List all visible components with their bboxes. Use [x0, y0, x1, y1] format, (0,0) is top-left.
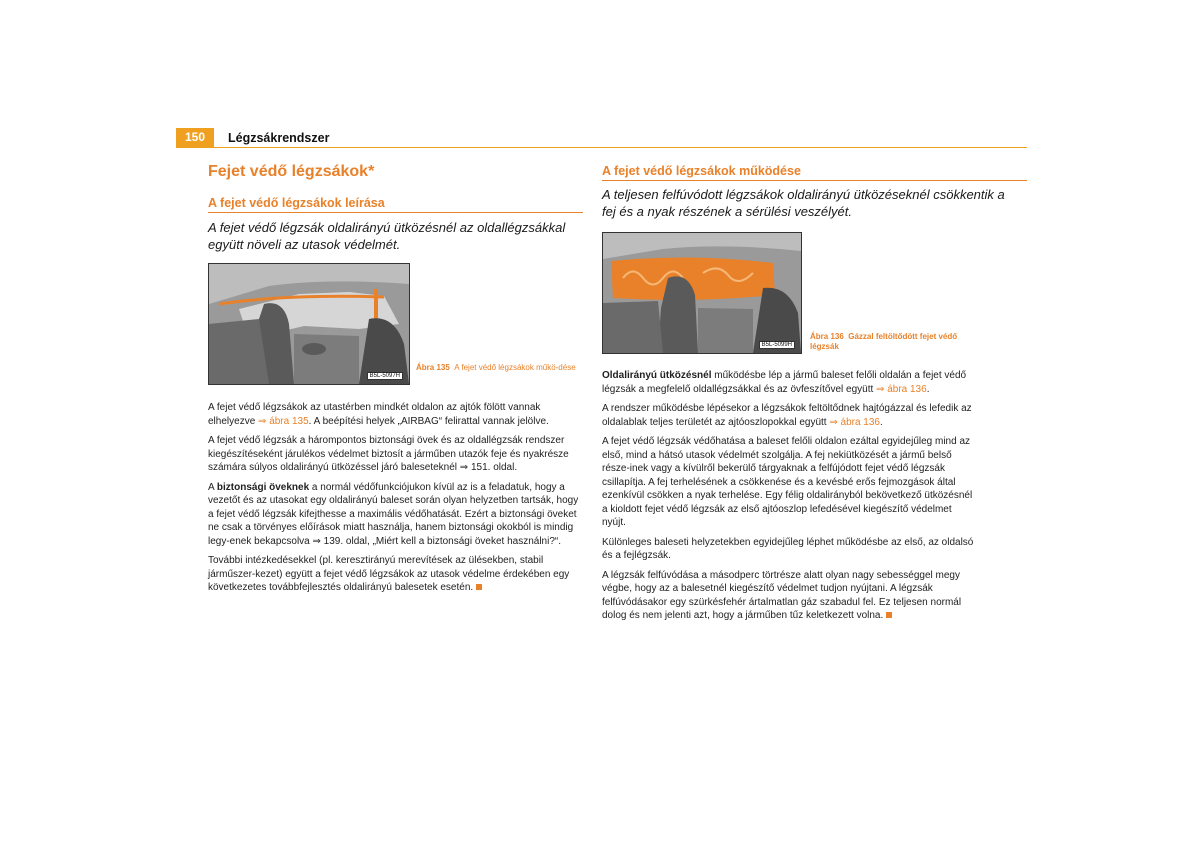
right-paragraph-2 [602, 402, 977, 429]
left-p3-bold: biztonsági öveknek [216, 481, 310, 493]
right-p1-text: működésbe lép a jármű baleset felőli oldalán a fejet védő légzsák a megfelelő oldallégzsákkal és az övfeszítővel együtt [602, 370, 967, 395]
left-paragraph-3 [208, 481, 586, 549]
figure-136-caption-label: Ábra 136 [810, 332, 844, 341]
figure-136-caption [810, 332, 985, 352]
figure-136-link-2[interactable]: ⇒ ábra 136 [829, 416, 880, 428]
figure-136-code: B5L-5099H [759, 341, 795, 349]
header-rule [176, 147, 1027, 148]
figure-135-link[interactable]: ⇒ ábra 135 [258, 415, 309, 427]
right-p2-text-end: . [880, 416, 883, 428]
left-p1-text-end: . A beépítési helyek „AIRBAG“ felirattal vannak jelölve. [308, 415, 549, 427]
end-of-section-marker [476, 584, 482, 590]
left-lead: A fejet védő légzsák oldalirányú ütközésnél az oldallégzsákkal együtt növeli az utasok védelmét. [208, 220, 566, 252]
right-paragraph-4: Különleges baleseti helyzetekben egyidejűleg léphet működésbe az első, az oldalsó és a fejlégzsák. [602, 536, 974, 561]
right-body [602, 369, 977, 629]
figure-135-caption-label: Ábra 135 [416, 363, 450, 372]
left-subtitle-rule [208, 212, 583, 213]
figure-135-caption [416, 363, 584, 373]
left-paragraph-1 [208, 401, 586, 428]
end-of-section-marker [886, 612, 892, 618]
left-p3-text-start: A [208, 481, 217, 493]
right-paragraph-1 [602, 369, 977, 396]
right-p2-text: A rendszer működésbe lépésekor a légzsákok feltöltődnek hajtógázzal és lefedik az oldalablak teljes területét az ajtóoszlopokkal együtt [602, 403, 972, 428]
left-p3-text: a normál védőfunkciójukon kívül az is a feladatuk, hogy a vezetőt és az utasokat egy oldalirányú baleset során olyan helyzetben tartsák, hogy a fejet védő légzsák kifejthesse a maximális védőhatását. Ezért a biztonsági öveket ne csak a törvényes előírások miatt használja, hanem biztonsági okokból is mindig legy-enek bekapcsolva ⇒ 139. oldal, „Miért kell a biztonsági öveket használni?“. [208, 481, 579, 547]
page-number: 150 [176, 128, 214, 147]
right-paragraph-3: A fejet védő légzsák védőhatása a baleset felőli oldalon ezáltal egyidejűleg mind az első, mind a hátsó utasok védelmét szolgálja. A fej nekiütközését a jármű belső része-inek vagy a kívülről bekerülő tárgyaknak a felfújódott fejet védő légzsák csillapítja. A fej terhelésének a csökkenése és a kevésbé erős fejmozgások által ezenkívül csökken a nyak terhelése. Egy félig oldalirányból bekövetkező ütközésnél a kioldott fejet védő légzsák az első ajtóoszlop lefedésével kiegészítő védelmet nyújt. [602, 436, 973, 528]
right-p1-text-end: . [926, 383, 930, 395]
left-body [208, 401, 586, 601]
left-paragraph-2: A fejet védő légzsák a hárompontos biztonsági övek és az oldallégzsák rendszer kiegészítéseként járulékos védelmet biztosít a járműben utazók feje és nyakrésze számára súlyos oldalirányú ütközéssel járó baleseteknél ⇒ 151. oldal. [208, 435, 569, 473]
left-subtitle: A fejet védő légzsákok leírása [208, 196, 385, 210]
left-p4-text: További intézkedésekkel (pl. keresztirányú merevítések az ülésekben, stabil járműszer-kezet) együtt a fejet védő légzsákok az utasok védelme érdekében egy következetes továbbfejlesztés oldalirányú balesetek esetén. [208, 555, 570, 593]
left-paragraph-4 [208, 554, 586, 595]
right-p1-bold: Oldalirányú ütközésnél [602, 370, 712, 381]
left-p1-text: A fejet védő légzsákok az utastérben mindkét oldalon az ajtók fölött vannak elhelyezve [208, 402, 541, 427]
section-title: Légzsákrendszer [228, 131, 330, 145]
figure-135-code: B5L-5097H [367, 372, 403, 380]
right-subtitle-rule [602, 180, 1027, 181]
figure-136 [602, 232, 802, 354]
figure-135-caption-text: A fejet védő légzsákok műkö-dése [454, 363, 576, 372]
right-subtitle: A fejet védő légzsákok működése [602, 164, 801, 178]
right-p5-text: A légzsák felfúvódása a másodperc törtrésze alatt olyan nagy sebességgel megy végbe, hogy az a balesetnél kiegészítő védelmet tudjon nyújtani. A légzsák felfúvódásakor egy szürkésfehér ártalmatlan gáz szabadul fel. Ez teljesen normál dolog és nem jelenti azt, hogy a járműben tűz keletkezett volna. [602, 569, 962, 621]
right-paragraph-5 [602, 569, 977, 623]
figure-136-caption-text: Gázzal feltöltődött fejet védő légzsák [810, 332, 958, 351]
figure-135 [208, 263, 410, 385]
figure-136-link-1[interactable]: ⇒ ábra 136 [876, 383, 927, 395]
car-interior-illustration [209, 264, 409, 384]
inflated-airbag-illustration [603, 233, 801, 353]
page-title: Fejet védő légzsákok* [208, 163, 375, 180]
right-lead: A teljesen felfúvódott légzsákok oldalirányú ütközéseknél csökkentik a fej és a nyak részének a sérülési veszélyét. [602, 187, 1005, 219]
